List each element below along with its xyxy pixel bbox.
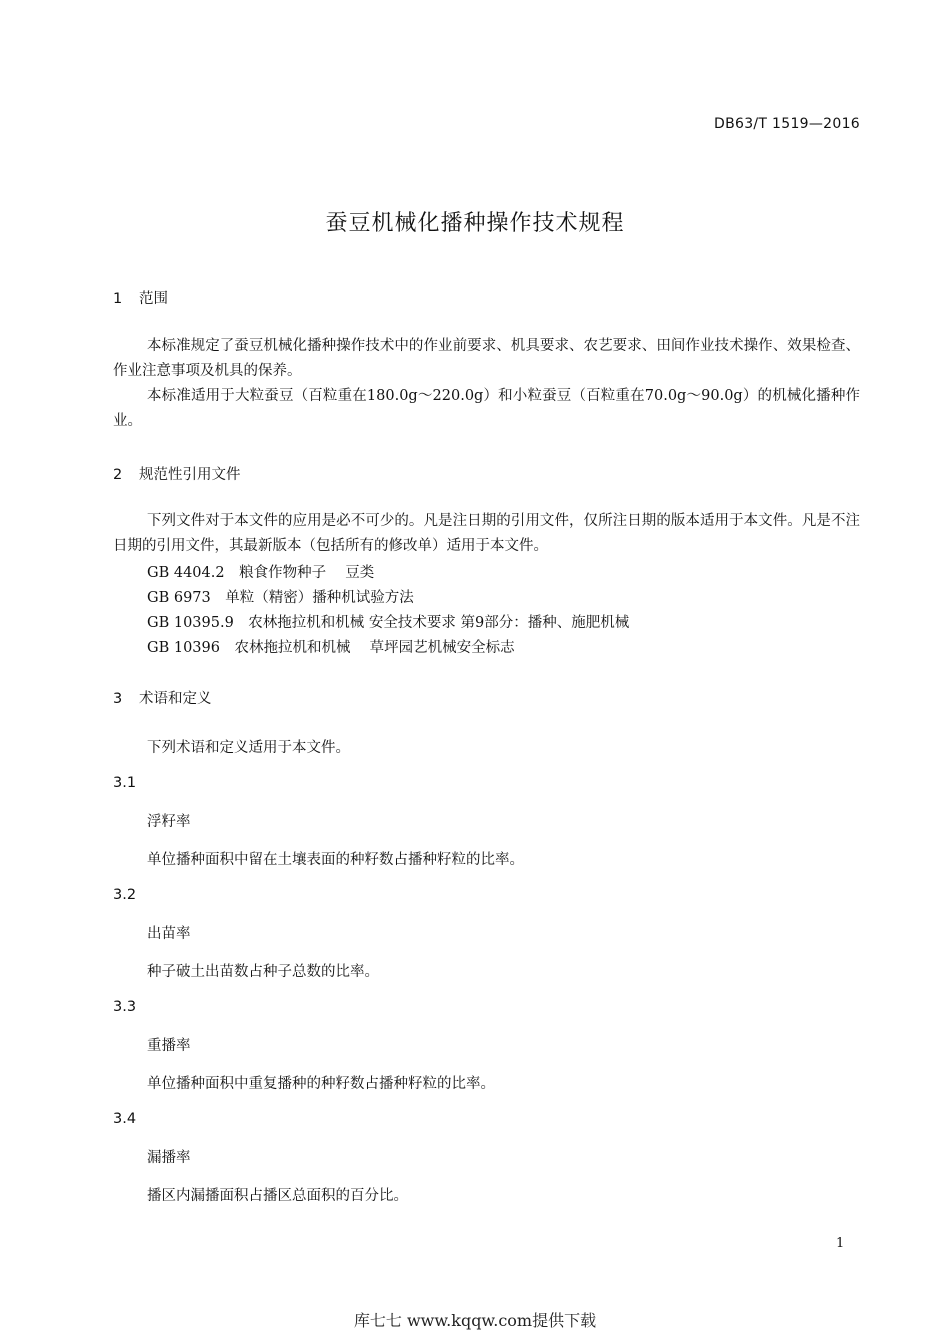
term-definition: 单位播种面积中重复播种的种籽数占播种籽粒的比率。 [147, 1076, 495, 1092]
reference-item: GB 4404.2 粮食作物种子 豆类 [147, 565, 375, 581]
term-title: 出苗率 [147, 926, 191, 942]
section-heading-normative-references [113, 463, 241, 484]
references-paragraph: 下列文件对于本文件的应用是必不可少的。凡是注日期的引用文件，仅所注日期的版本适用于本文件。凡是不注日期的引用文件，其最新版本（包括所有的修改单）适用于本文件。 [113, 513, 860, 554]
section-heading-scope [113, 287, 168, 308]
section-title: 术语和定义 [139, 691, 212, 707]
term-number: 3.1 [113, 775, 137, 791]
section-title: 范围 [139, 291, 168, 307]
reference-item: GB 6973 单粒（精密）播种机试验方法 [147, 590, 414, 606]
scope-paragraph-1: 本标准规定了蚕豆机械化播种操作技术中的作业前要求、机具要求、农艺要求、田间作业技术操作、效果检查、作业注意事项及机具的保养。 [113, 338, 860, 379]
term-definition: 播区内漏播面积占播区总面积的百分比。 [147, 1188, 408, 1204]
footer-watermark: 库七七 www.kqqw.com提供下载 [353, 1311, 597, 1330]
section-number: 1 [113, 291, 123, 307]
section-number: 2 [113, 467, 123, 483]
section-heading-terms-definitions [113, 687, 212, 708]
scope-paragraph-2: 本标准适用于大粒蚕豆（百粒重在180.0g～220.0g）和小粒蚕豆（百粒重在70.0g～90.0g）的机械化播种作业。 [113, 388, 860, 429]
term-title: 重播率 [147, 1038, 191, 1054]
term-title: 浮籽率 [147, 814, 191, 830]
section-number: 3 [113, 691, 123, 707]
section-title: 规范性引用文件 [139, 467, 241, 483]
document-title: 蚕豆机械化播种操作技术规程 [325, 211, 625, 236]
reference-item: GB 10396 农林拖拉机和机械 草坪园艺机械安全标志 [147, 640, 515, 656]
term-number: 3.4 [113, 1111, 137, 1127]
term-number: 3.2 [113, 887, 137, 903]
term-definition: 单位播种面积中留在土壤表面的种籽数占播种籽粒的比率。 [147, 852, 524, 868]
term-definition: 种子破土出苗数占种子总数的比率。 [147, 964, 379, 980]
standard-code: DB63/T 1519—2016 [714, 116, 860, 132]
term-title: 漏播率 [147, 1150, 191, 1166]
page-number: 1 [836, 1236, 845, 1251]
terms-intro: 下列术语和定义适用于本文件。 [147, 740, 350, 756]
reference-item: GB 10395.9 农林拖拉机和机械 安全技术要求 第9部分：播种、施肥机械 [147, 615, 630, 631]
term-number: 3.3 [113, 999, 137, 1015]
